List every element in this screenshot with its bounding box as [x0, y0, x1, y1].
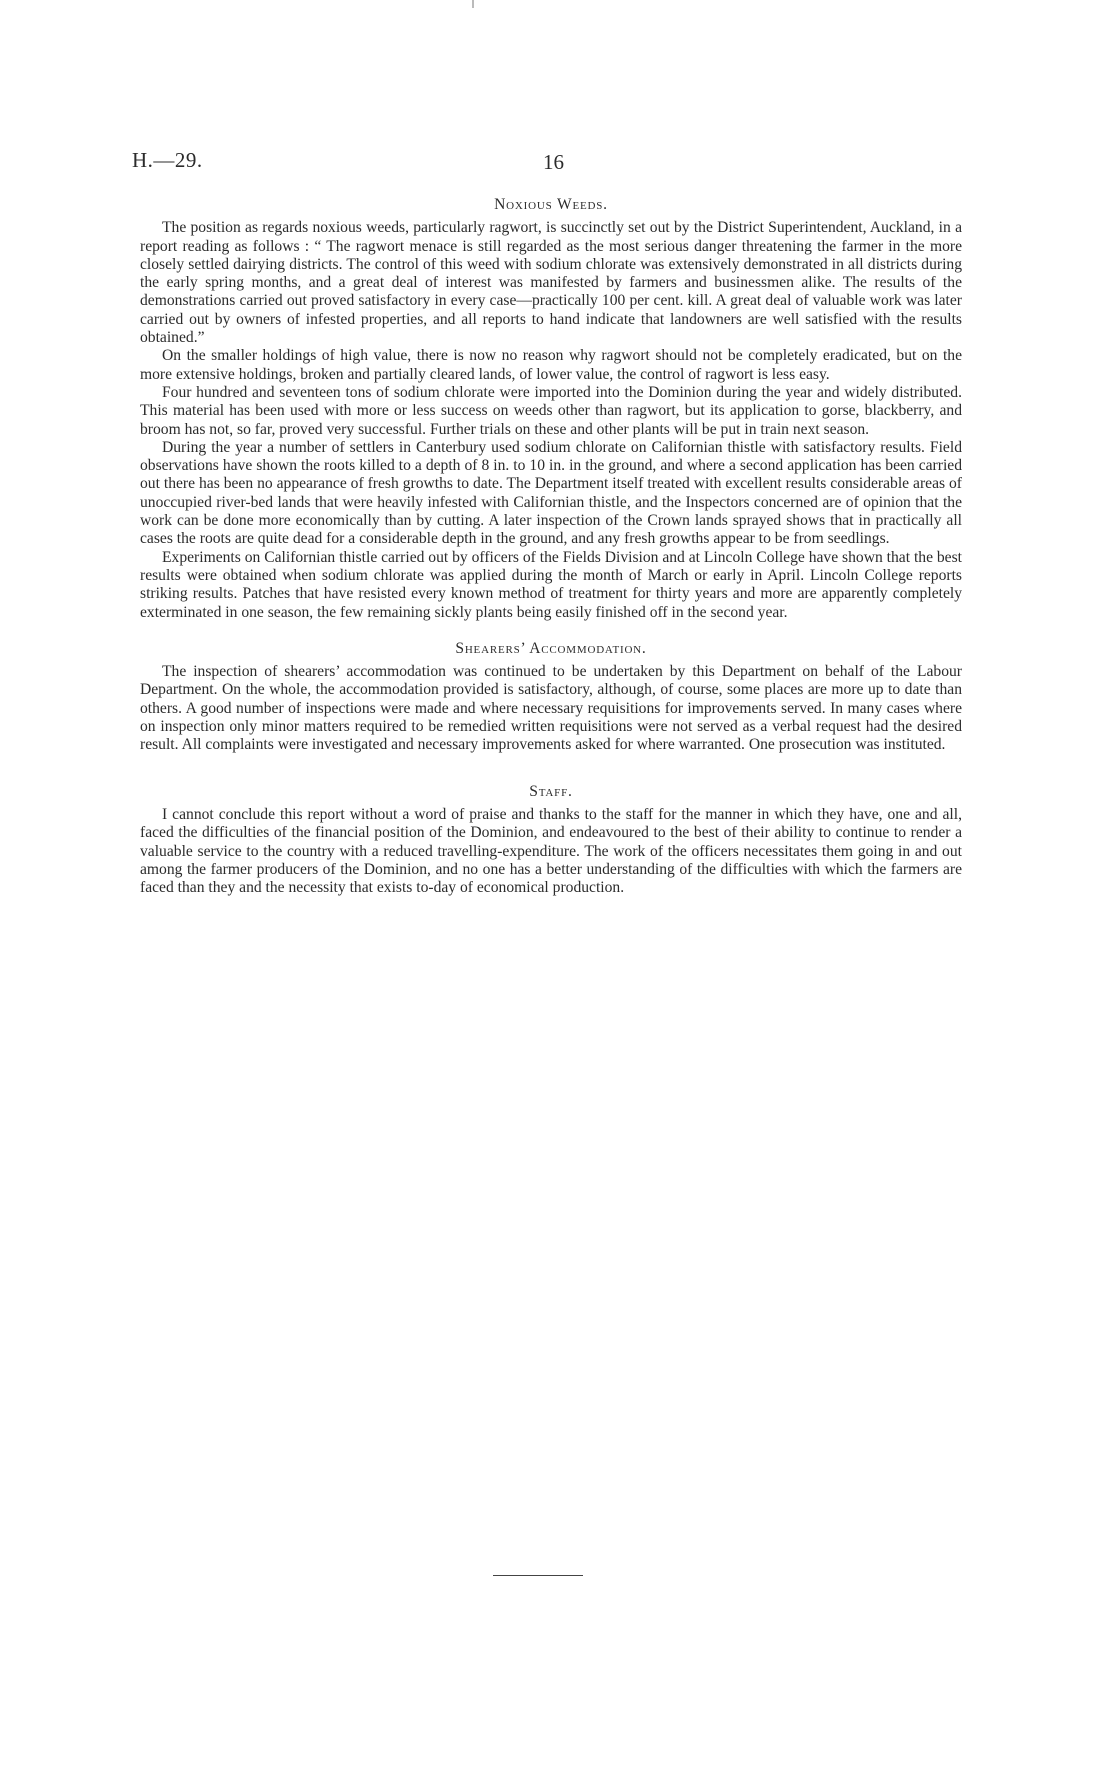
paragraph: Four hundred and seventeen tons of sodium chlorate were imported into the Dominion during the year and widely distributed. This material has been used with more or less success on weeds other than ragwort, but its application to gorse, blackberry, and broom has not, so far, proved very successful. Further trials on these and other plants will be put in train next season. — [140, 383, 962, 438]
paragraph: The position as regards noxious weeds, particularly ragwort, is succinctly set out by the District Superintendent, Auckland, in a report reading as follows : “ The ragwort menace is still regarded as the most serious danger threatening the farmer in the more closely settled dairying districts. The control of this weed with sodium chlorate was extensively demonstrated in all districts during the early spring months, and a great deal of interest was manifested by farmers and businessmen alike. The results of the demonstrations carried out proved satisfactory in every case—practically 100 per cent. kill. A great deal of valuable work was later carried out by owners of infested properties, and all reports to hand indicate that landowners are well satisfied with the results obtained.” — [140, 219, 962, 347]
paragraph: On the smaller holdings of high value, there is now no reason why ragwort should not be completely eradicated, but on the more extensive holdings, broken and partially cleared lands, of lower value, the control of ragwort is less easy. — [140, 347, 962, 383]
end-rule — [493, 1575, 583, 1576]
section-heading-shearers-accommodation: Shearers’ Accommodation. — [455, 639, 647, 657]
body-text — [140, 196, 962, 897]
paragraph: During the year a number of settlers in Canterbury used sodium chlorate on Californian thistle with satisfactory results. Field observations have shown the roots killed to a depth of 8 in. to 10 in. in the ground, and where a second application has been carried out there has been no appearance of fresh growths to date. The Department itself treated with excellent results considerable areas of unoccupied river-bed lands that were heavily infested with Californian thistle, and the Inspectors concerned are of opinion that the work can be done more economically than by cutting. A later inspection of the Crown lands sprayed shows that in practically all cases the roots are quite dead for a considerable depth in the ground, and any fresh growths appear to be from seedlings. — [140, 438, 962, 548]
section-heading-staff: Staff. — [529, 782, 573, 800]
paragraph: Experiments on Californian thistle carried out by officers of the Fields Division and at Lincoln College have shown that the best results were obtained when sodium chlorate was applied during the month of March or early in April. Lincoln College reports striking results. Patches that have resisted every known method of treatment for thirty years and more are apparently completely exterminated in one season, the few remaining sickly plants being easily finished off in the second year. — [140, 548, 963, 621]
scan-speck — [472, 0, 474, 8]
paragraph: I cannot conclude this report without a word of praise and thanks to the staff for the manner in which they have, one and all, faced the difficulties of the financial position of the Dominion, and endeavoured to the best of their ability to continue to render a valuable service to the country with a reduced travelling-expenditure. The work of the officers necessitates them going in and out among the farmer producers of the Dominion, and no one has a better understanding of the difficulties with which the farmers are faced than they and the necessity that exists to-day of economical production. — [140, 805, 962, 897]
section-heading-noxious-weeds: Noxious Weeds. — [494, 196, 608, 213]
document-reference: H.—29. — [132, 148, 203, 172]
page-number: 16 — [543, 150, 564, 174]
paragraph: The inspection of shearers’ accommodation was continued to be undertaken by this Department on behalf of the Labour Department. On the whole, the accommodation provided is satisfactory, although, of course, some places are more up to date than others. A good number of inspections were made and where necessary requisitions for improvements served. In many cases where on inspection only minor matters required to be remedied written requisitions were not served as a verbal request had the desired result. All complaints were investigated and necessary improvements asked for where warranted. One prosecution was instituted. — [140, 663, 962, 754]
